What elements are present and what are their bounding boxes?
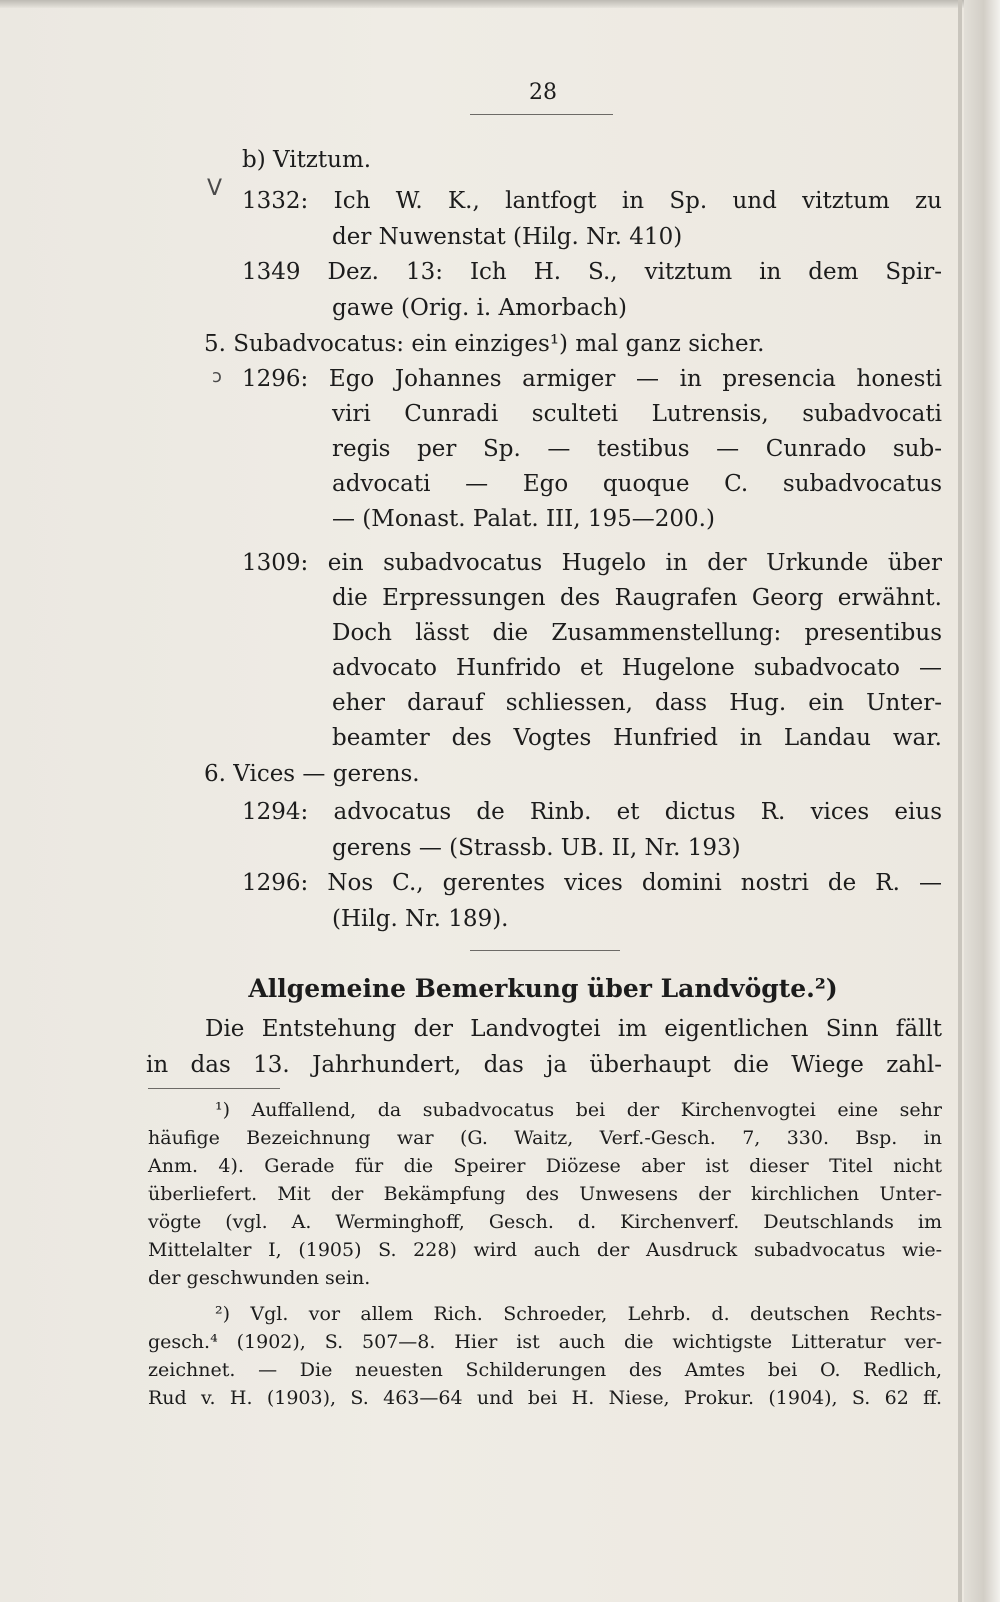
text-line: Doch lässt die Zusammenstellung: presentibus (332, 620, 942, 646)
footnote-line: Anm. 4). Gerade für die Speirer Diözese aber ist dieser Titel nicht (148, 1155, 942, 1177)
footnote-rule (148, 1088, 280, 1089)
text-line: advocati — Ego quoque C. subadvocatus (332, 471, 942, 497)
margin-checkmark: V (207, 176, 223, 201)
page-number: 28 (529, 80, 557, 105)
text-line: der Nuwenstat (Hilg. Nr. 410) (332, 224, 683, 250)
body-line: Die Entstehung der Landvogtei im eigentlichen Sinn fällt (205, 1016, 942, 1042)
text-line: viri Cunradi sculteti Lutrensis, subadvocati (332, 401, 942, 427)
body-line: in das 13. Jahrhundert, das ja überhaupt die Wiege zahl- (146, 1052, 942, 1078)
footnote-line: Rud v. H. (1903), S. 463—64 und bei H. Niese, Prokur. (1904), S. 62 ff. (148, 1387, 942, 1409)
footnote-line: zeichnet. — Die neuesten Schilderungen des Amtes bei O. Redlich, (148, 1359, 942, 1381)
text-line: beamter des Vogtes Hunfried in Landau war. (332, 725, 942, 751)
header-rule (470, 114, 613, 115)
footnote-line: überliefert. Mit der Bekämpfung des Unwesens der kirchlichen Unter- (148, 1183, 942, 1205)
footnote-line: Mittelalter I, (1905) S. 228) wird auch der Ausdruck subadvocatus wie- (148, 1239, 942, 1261)
text-line: 1296: Nos C., gerentes vices domini nostri de R. — (242, 870, 942, 896)
page-top-edge (0, 0, 965, 8)
footnote-2: ²) Vgl. vor allem Rich. Schroeder, Lehrb. d. deutschen Rechts- (215, 1303, 942, 1325)
section-rule (470, 950, 620, 951)
section-heading: Allgemeine Bemerkung über Landvögte.²) (248, 974, 838, 1003)
text-line: 1332: Ich W. K., lantfogt in Sp. und vitztum zu (242, 188, 942, 214)
footnote-line: der geschwunden sein. (148, 1267, 371, 1289)
footnote-1: ¹) Auffallend, da subadvocatus bei der Kirchenvogtei eine sehr (215, 1099, 942, 1121)
text-line: 1309: ein subadvocatus Hugelo in der Urkunde über (242, 550, 942, 576)
section-vices-gerens: 6. Vices — gerens. (204, 761, 420, 787)
text-line: regis per Sp. — testibus — Cunrado sub- (332, 436, 942, 462)
text-line: die Erpressungen des Raugrafen Georg erwähnt. (332, 585, 942, 611)
footnote-line: gesch.⁴ (1902), S. 507—8. Hier ist auch die wichtigste Litteratur ver- (148, 1331, 942, 1353)
text-line: 1296: Ego Johannes armiger — in presencia honesti (242, 366, 942, 392)
text-line: eher darauf schliessen, dass Hug. ein Unter- (332, 690, 942, 716)
subsection-vitztum: b) Vitztum. (242, 147, 372, 173)
text-line: (Hilg. Nr. 189). (332, 906, 509, 932)
text-line: gerens — (Strassb. UB. II, Nr. 193) (332, 835, 741, 861)
margin-hook-mark: ↄ (212, 366, 222, 387)
page-fold-shadow (958, 0, 962, 1602)
footnote-line: häufige Bezeichnung war (G. Waitz, Verf.-Gesch. 7, 330. Bsp. in (148, 1127, 942, 1149)
text-line: advocato Hunfrido et Hugelone subadvocato — (332, 655, 942, 681)
text-line: 1294: advocatus de Rinb. et dictus R. vices eius (242, 799, 942, 825)
section-subadvocatus: 5. Subadvocatus: ein einziges¹) mal ganz sicher. (204, 331, 765, 357)
page-right-edge (964, 0, 1000, 1602)
text-line: 1349 Dez. 13: Ich H. S., vitztum in dem Spir- (242, 259, 942, 285)
footnote-line: vögte (vgl. A. Werminghoff, Gesch. d. Kirchenverf. Deutschlands im (148, 1211, 942, 1233)
text-line: gawe (Orig. i. Amorbach) (332, 295, 627, 321)
text-line: — (Monast. Palat. III, 195—200.) (332, 506, 715, 532)
